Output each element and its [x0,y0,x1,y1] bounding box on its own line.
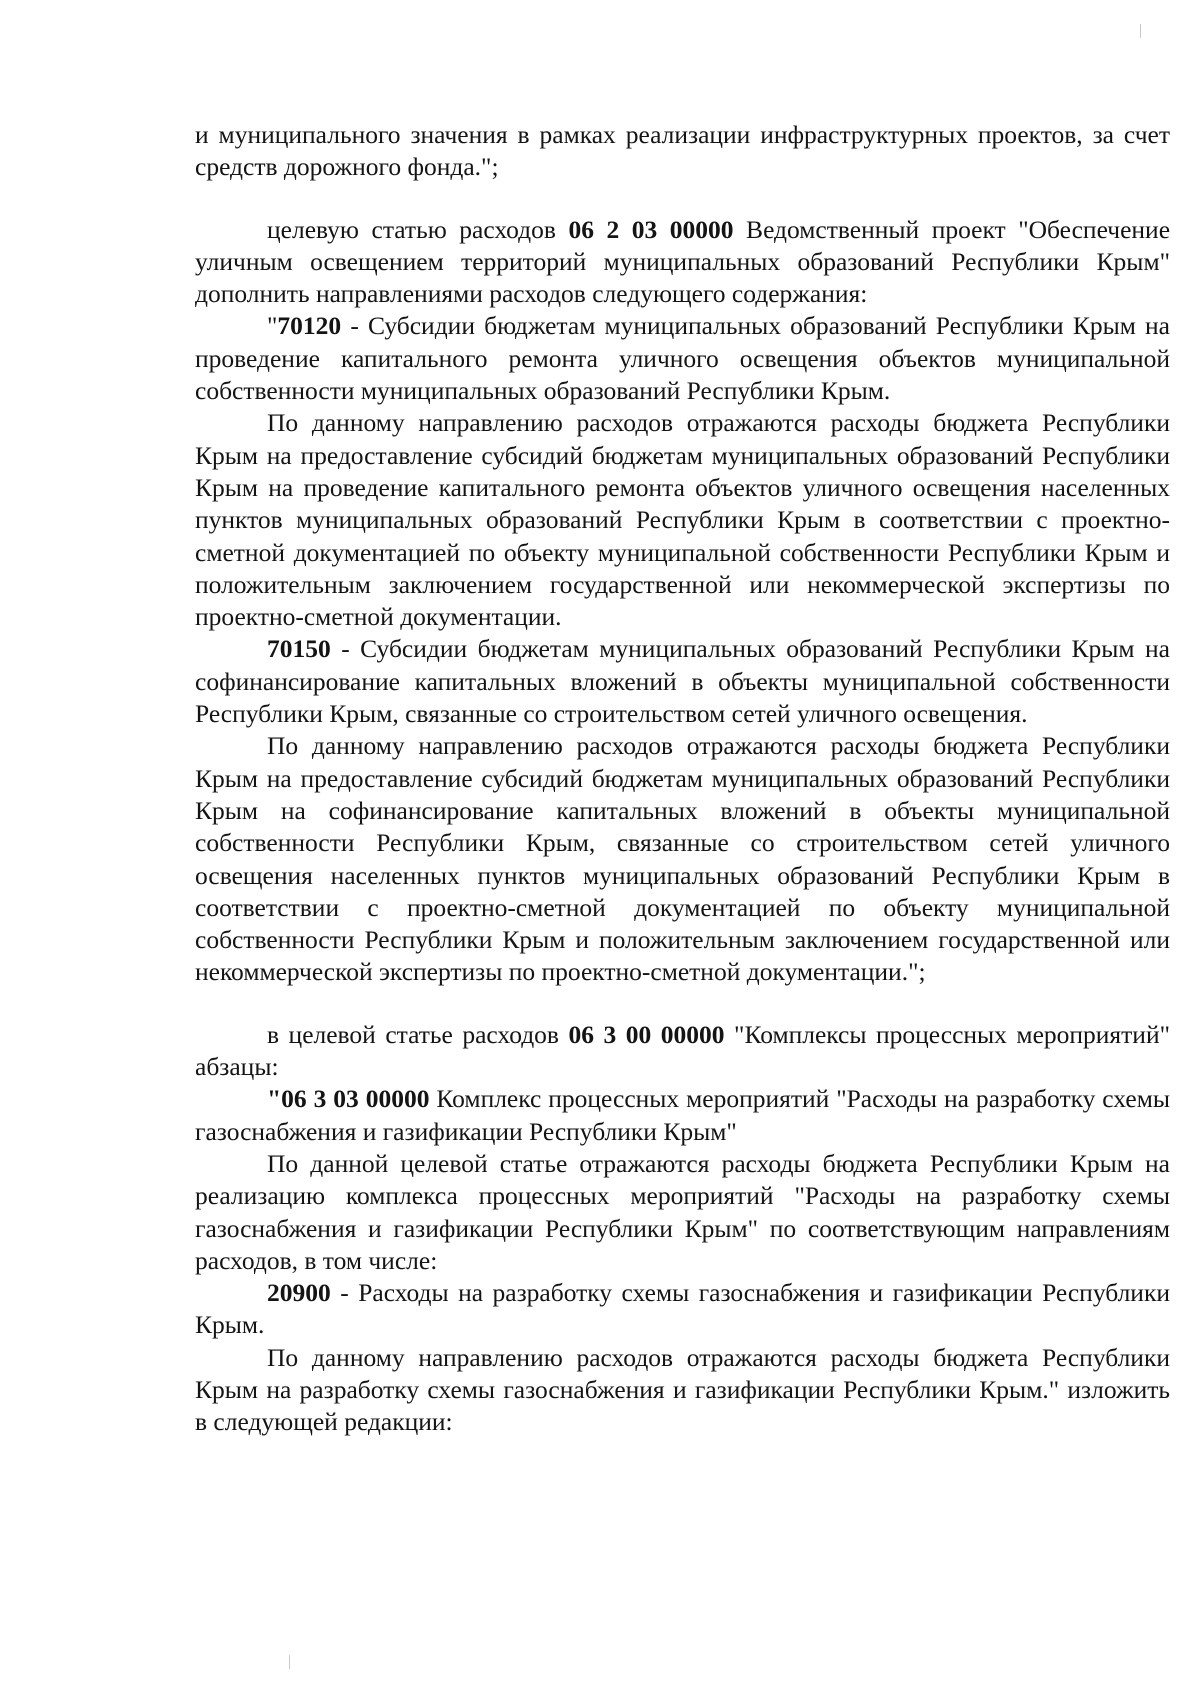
budget-code: 20900 [267,1278,331,1308]
paragraph-complex-06-3-03: "06 3 03 00000 Комплекс процессных мероприятий "Расходы на разработку схемы газоснабжения и газификации Республики Крым" [195,1084,1170,1146]
paragraph-direction-70150-description: По данному направлению расходов отражаются расходы бюджета Республики Крым на предоставление субсидий бюджетам муниципальных образований Республики Крым на софинансирование капитальных вложений в объекты муниципальной собственности Республики Крым, связанные со строительством сетей уличного освещения населенных пунктов муниципальных образований Республики Крым в соответствии с проектно-сметной документацией по объекту муниципальной собственности Республики Крым и положительным заключением государственной или некоммерческой экспертизы по проектно-сметной документации."; [195,731,1170,987]
paragraph-direction-70150: 70150 - Субсидии бюджетам муниципальных образований Республики Крым на софинансирование капитальных вложений в объекты муниципальной собственности Республики Крым, связанные со строительством сетей уличного освещения. [195,634,1170,729]
paragraph-direction-70120: "70120 - Субсидии бюджетам муниципальных образований Республики Крым на проведение капитального ремонта уличного освещения объектов муниципальной собственности муниципальных образований Республики Крым. [195,311,1170,406]
paragraph-target-article-06-3-00: в целевой статье расходов 06 3 00 00000 "Комплексы процессных мероприятий" абзацы: [195,1019,1171,1082]
budget-code: 06 2 03 00000 [568,214,734,244]
paragraph-direction-20900-description: По данному направлению расходов отражаются расходы бюджета Республики Крым на разработку схемы газоснабжения и газификации Республики Крым." изложить в следующей редакции: [195,1342,1170,1437]
paragraph-direction-70120-description: По данному направлению расходов отражаются расходы бюджета Республики Крым на предоставление субсидий бюджетам муниципальных образований Республики Крым на проведение капитального ремонта объектов уличного освещения населенных пунктов муниципальных образований Республики Крым в соответствии с проектно-сметной документацией по объекту муниципальной собственности Республики Крым и положительным заключением государственной или некоммерческой экспертизы по проектно-сметной документации. [195,408,1170,632]
budget-code: "06 3 03 00000 [267,1084,430,1114]
paragraph-intro-continuation: и муниципального значения в рамках реализации инфраструктурных проектов, за счет средств дорожного фонда."; [195,120,1170,182]
budget-code: 06 3 00 00000 [568,1019,725,1049]
budget-code: 70150 [267,634,331,664]
scan-artifact-top [1140,24,1141,38]
budget-code: 70120 [277,311,342,341]
document-body [195,119,1170,1439]
scan-artifact-bottom [289,1655,290,1669]
paragraph-target-article-06-2-03: целевую статью расходов 06 2 03 00000 Ведомственный проект "Обеспечение уличным освещением территорий муниципальных образований Республики Крым" дополнить направлениями расходов следующего содержания: [195,214,1171,309]
paragraph-complex-06-3-03-description: По данной целевой статье отражаются расходы бюджета Республики Крым на реализацию комплекса процессных мероприятий "Расходы на разработку схемы газоснабжения и газификации Республики Крым" по соответствующим направлениям расходов, в том числе: [195,1148,1170,1275]
paragraph-direction-20900: 20900 - Расходы на разработку схемы газоснабжения и газификации Республики Крым. [195,1278,1170,1340]
